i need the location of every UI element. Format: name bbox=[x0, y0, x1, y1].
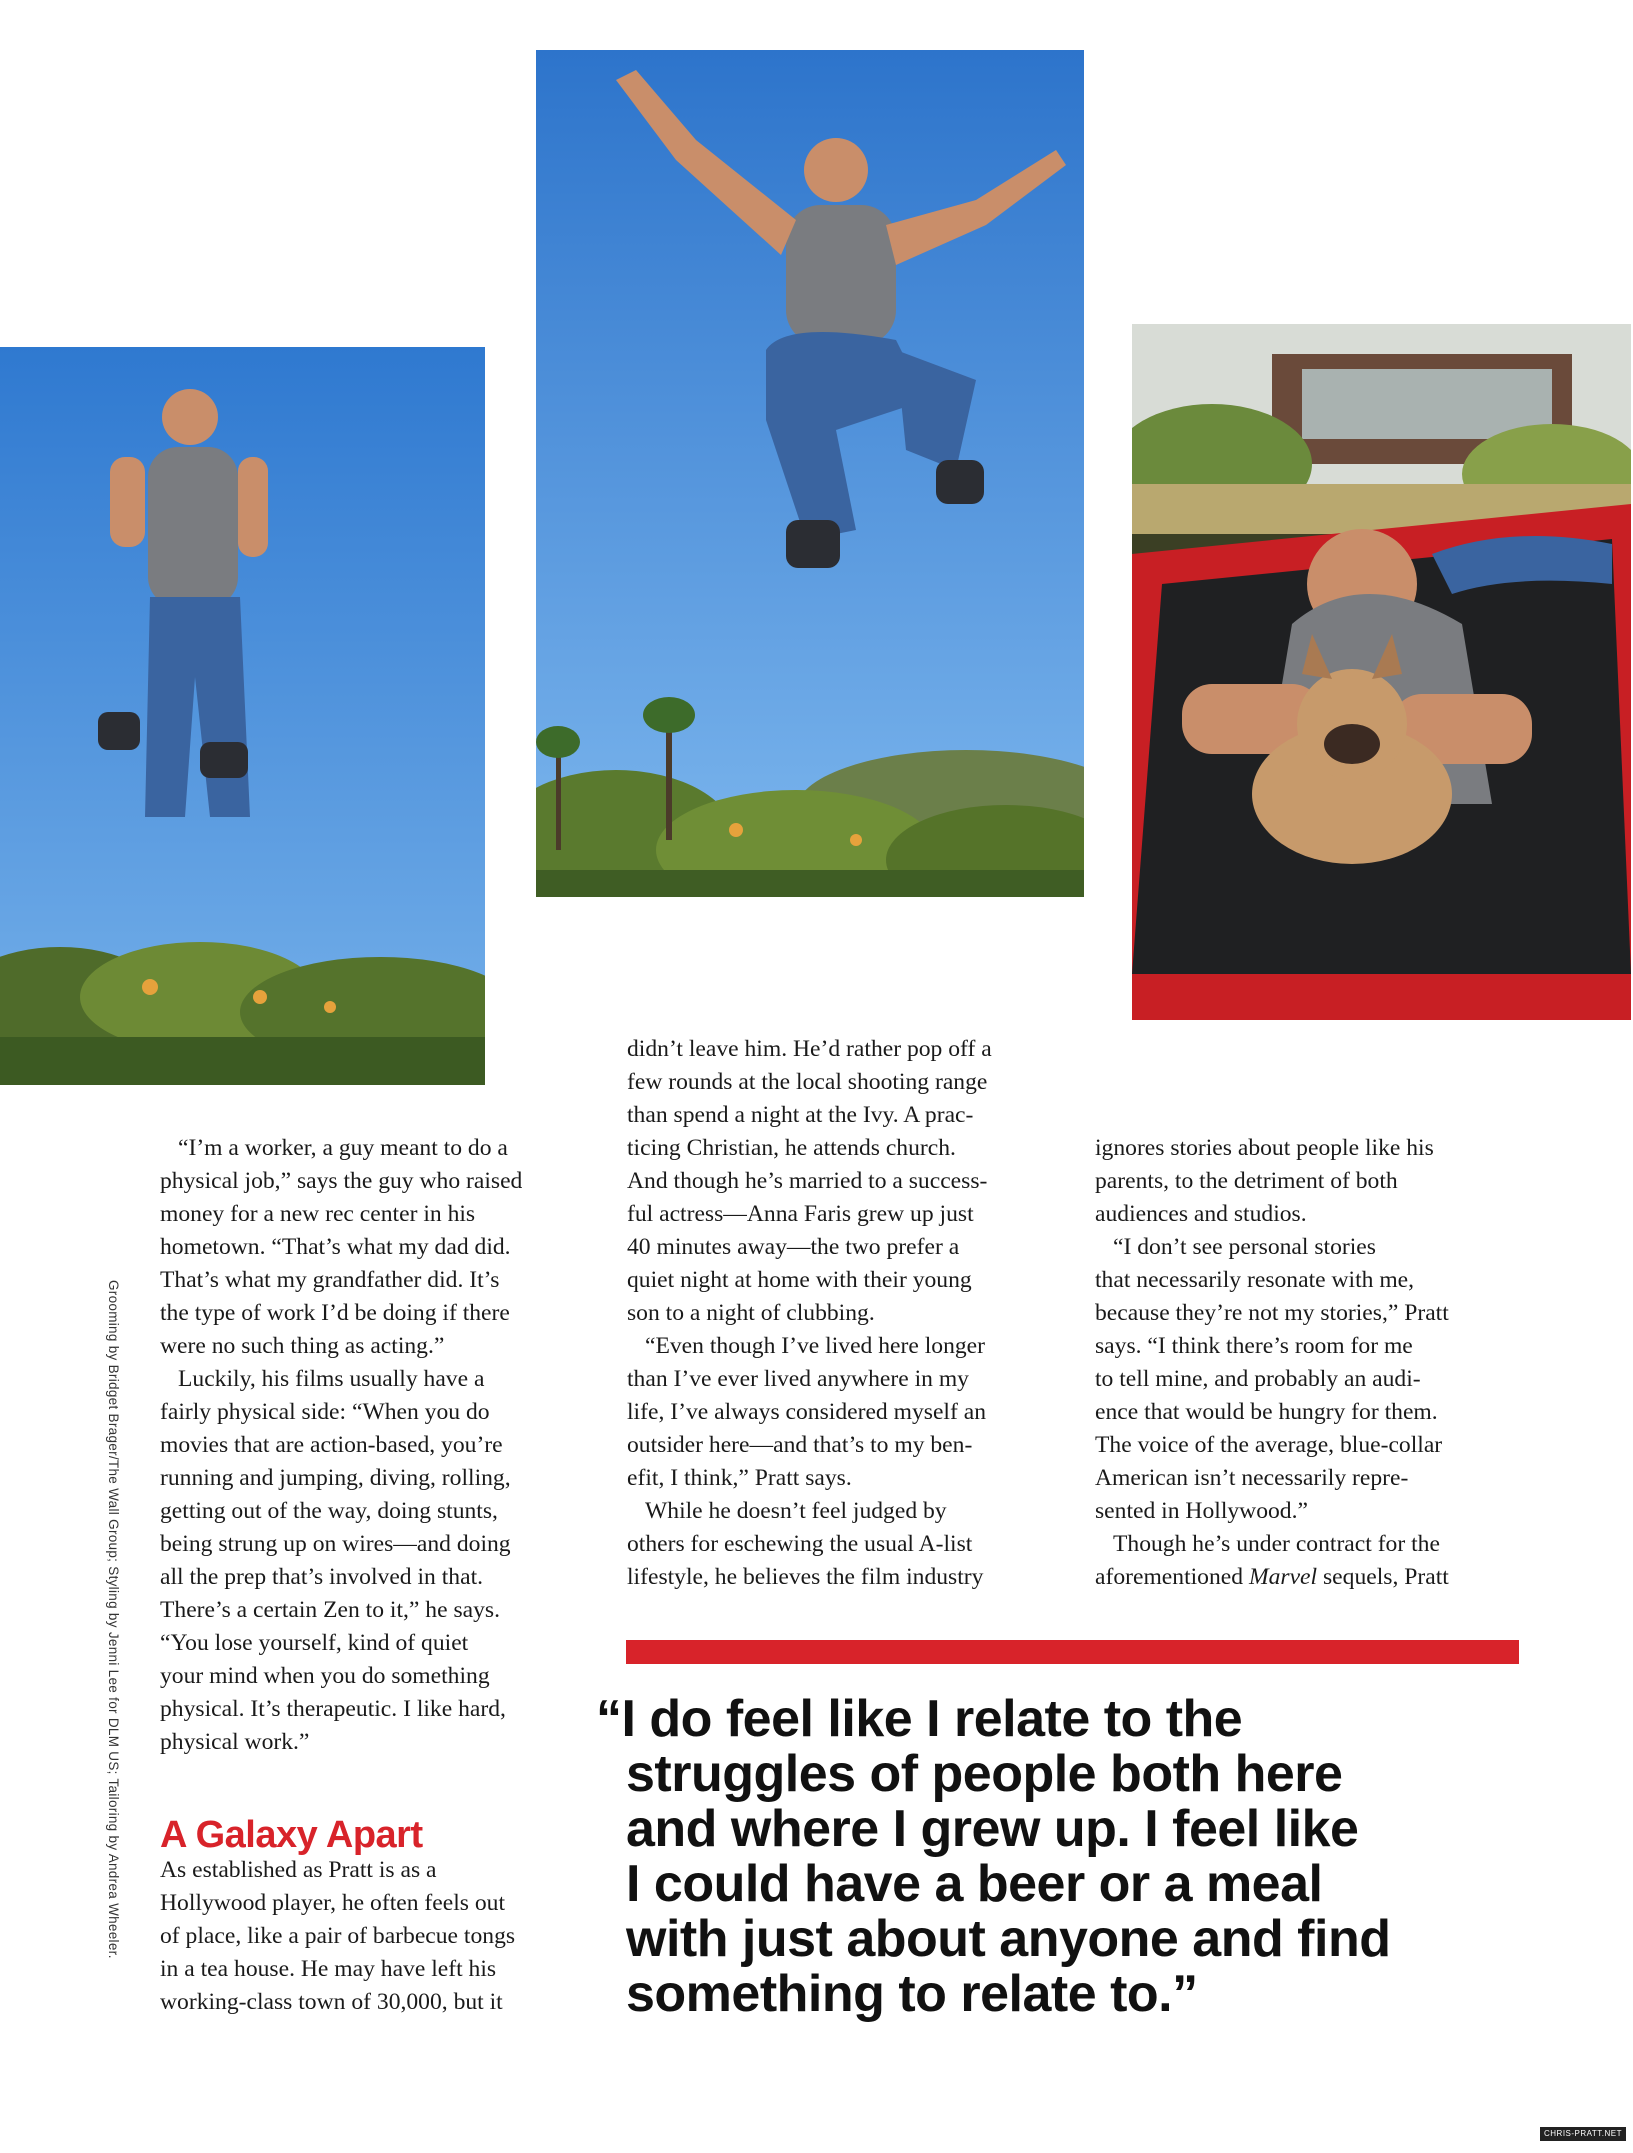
body-line: life, I’ve always considered myself an bbox=[627, 1399, 987, 1425]
body-text: sequels, Pratt bbox=[1317, 1564, 1449, 1590]
photo-man-with-bulldog bbox=[1132, 324, 1631, 1020]
body-line: sented in Hollywood.” bbox=[1095, 1498, 1308, 1524]
body-line: than I’ve ever lived anywhere in my bbox=[627, 1366, 969, 1392]
man-jumping-photo-icon bbox=[0, 347, 485, 1085]
pull-quote bbox=[596, 1692, 1556, 2022]
body-line: to tell mine, and probably an audi- bbox=[1095, 1366, 1421, 1392]
body-line: And though he’s married to a success- bbox=[627, 1168, 988, 1194]
body-line: Though he’s under contract for the bbox=[1113, 1531, 1440, 1557]
body-line: few rounds at the local shooting range bbox=[627, 1069, 988, 1095]
photo-man-leaping bbox=[536, 50, 1084, 897]
body-line: working-class town of 30,000, but it bbox=[160, 1989, 503, 2015]
body-line: physical. It’s therapeutic. I like hard, bbox=[160, 1696, 506, 1722]
body-line: because they’re not my stories,” Pratt bbox=[1095, 1300, 1449, 1326]
article-column-1-continued bbox=[160, 1854, 580, 2019]
body-line: The voice of the average, blue-collar bbox=[1095, 1432, 1443, 1458]
body-line: Hollywood player, he often feels out bbox=[160, 1890, 506, 1916]
body-line: than spend a night at the Ivy. A prac- bbox=[627, 1102, 974, 1128]
body-text: aforementioned bbox=[1095, 1564, 1249, 1590]
man-with-bulldog-photo-icon bbox=[1132, 324, 1631, 1020]
body-line: being strung up on wires—and doing bbox=[160, 1531, 511, 1557]
emphasis-text: Marvel bbox=[1248, 1564, 1318, 1590]
body-line: the type of work I’d be doing if there bbox=[160, 1300, 510, 1326]
body-line: outsider here—and that’s to my ben- bbox=[627, 1432, 973, 1458]
body-line: son to a night of clubbing. bbox=[627, 1300, 875, 1326]
body-line: all the prep that’s involved in that. bbox=[160, 1564, 484, 1590]
man-leaping-photo-icon bbox=[536, 50, 1084, 897]
body-line: money for a new rec center in his bbox=[160, 1201, 476, 1227]
body-line: That’s what my grandfather did. It’s bbox=[160, 1267, 500, 1293]
body-line: “I’m a worker, a guy meant to do a bbox=[178, 1135, 508, 1161]
body-line: physical work.” bbox=[160, 1729, 310, 1755]
body-line: movies that are action-based, you’re bbox=[160, 1432, 503, 1458]
body-line: that necessarily resonate with me, bbox=[1095, 1267, 1415, 1293]
body-line: says. “I think there’s room for me bbox=[1095, 1333, 1413, 1359]
body-line: in a tea house. He may have left his bbox=[160, 1956, 497, 1982]
section-subhead: A Galaxy Apart bbox=[160, 1814, 423, 1856]
body-line-last bbox=[1095, 1561, 1525, 1594]
body-line: ful actress—Anna Faris grew up just bbox=[627, 1201, 974, 1227]
body-line: As established as Pratt is as a bbox=[160, 1857, 437, 1883]
body-line: 40 minutes away—the two prefer a bbox=[627, 1234, 960, 1260]
body-line: Luckily, his films usually have a bbox=[178, 1366, 485, 1392]
body-line: physical job,” says the guy who raised bbox=[160, 1168, 523, 1194]
body-line: others for eschewing the usual A-list bbox=[627, 1531, 973, 1557]
body-line: efit, I think,” Pratt says. bbox=[627, 1465, 852, 1491]
body-line: American isn’t necessarily repre- bbox=[1095, 1465, 1409, 1491]
body-line: ticing Christian, he attends church. bbox=[627, 1135, 956, 1161]
body-line: didn’t leave him. He’d rather pop off a bbox=[627, 1036, 992, 1062]
pull-quote-line: with just about anyone and find bbox=[626, 1910, 1391, 1968]
body-line: While he doesn’t feel judged by bbox=[645, 1498, 947, 1524]
pull-quote-line: something to relate to.” bbox=[626, 1965, 1198, 2023]
watermark: CHRIS-PRATT.NET bbox=[1540, 2127, 1626, 2141]
body-line: fairly physical side: “When you do bbox=[160, 1399, 490, 1425]
article-column-1 bbox=[160, 1132, 580, 1759]
article-column-3 bbox=[1095, 1132, 1525, 1594]
pull-quote-line: and where I grew up. I feel like bbox=[626, 1800, 1359, 1858]
pull-quote-line: I could have a beer or a meal bbox=[626, 1855, 1323, 1913]
body-line: hometown. “That’s what my dad did. bbox=[160, 1234, 511, 1260]
body-line: of place, like a pair of barbecue tongs bbox=[160, 1923, 516, 1949]
body-line: were no such thing as acting.” bbox=[160, 1333, 445, 1359]
article-column-2 bbox=[627, 1033, 1047, 1594]
body-line: your mind when you do something bbox=[160, 1663, 490, 1689]
pull-quote-line: “I do feel like I relate to the bbox=[596, 1690, 1243, 1748]
body-line: quiet night at home with their young bbox=[627, 1267, 972, 1293]
body-line: lifestyle, he believes the film industry bbox=[627, 1564, 984, 1590]
photo-man-jumping bbox=[0, 347, 485, 1085]
photo-credit: Grooming by Bridget Brager/The Wall Group; Styling by Jenni Lee for DLM US; Tailoring by Andrea Wheeler. bbox=[106, 1280, 121, 1959]
body-line: ence that would be hungry for them. bbox=[1095, 1399, 1438, 1425]
pull-quote-line: struggles of people both here bbox=[626, 1745, 1343, 1803]
body-line: “You lose yourself, kind of quiet bbox=[160, 1630, 469, 1656]
pull-quote-bar bbox=[626, 1640, 1519, 1664]
body-line: “Even though I’ve lived here longer bbox=[645, 1333, 986, 1359]
body-line: audiences and studios. bbox=[1095, 1201, 1307, 1227]
body-line: parents, to the detriment of both bbox=[1095, 1168, 1398, 1194]
body-line: ignores stories about people like his bbox=[1095, 1135, 1434, 1161]
body-line: running and jumping, diving, rolling, bbox=[160, 1465, 511, 1491]
body-line: getting out of the way, doing stunts, bbox=[160, 1498, 498, 1524]
body-line: There’s a certain Zen to it,” he says. bbox=[160, 1597, 501, 1623]
body-line: “I don’t see personal stories bbox=[1113, 1234, 1376, 1260]
